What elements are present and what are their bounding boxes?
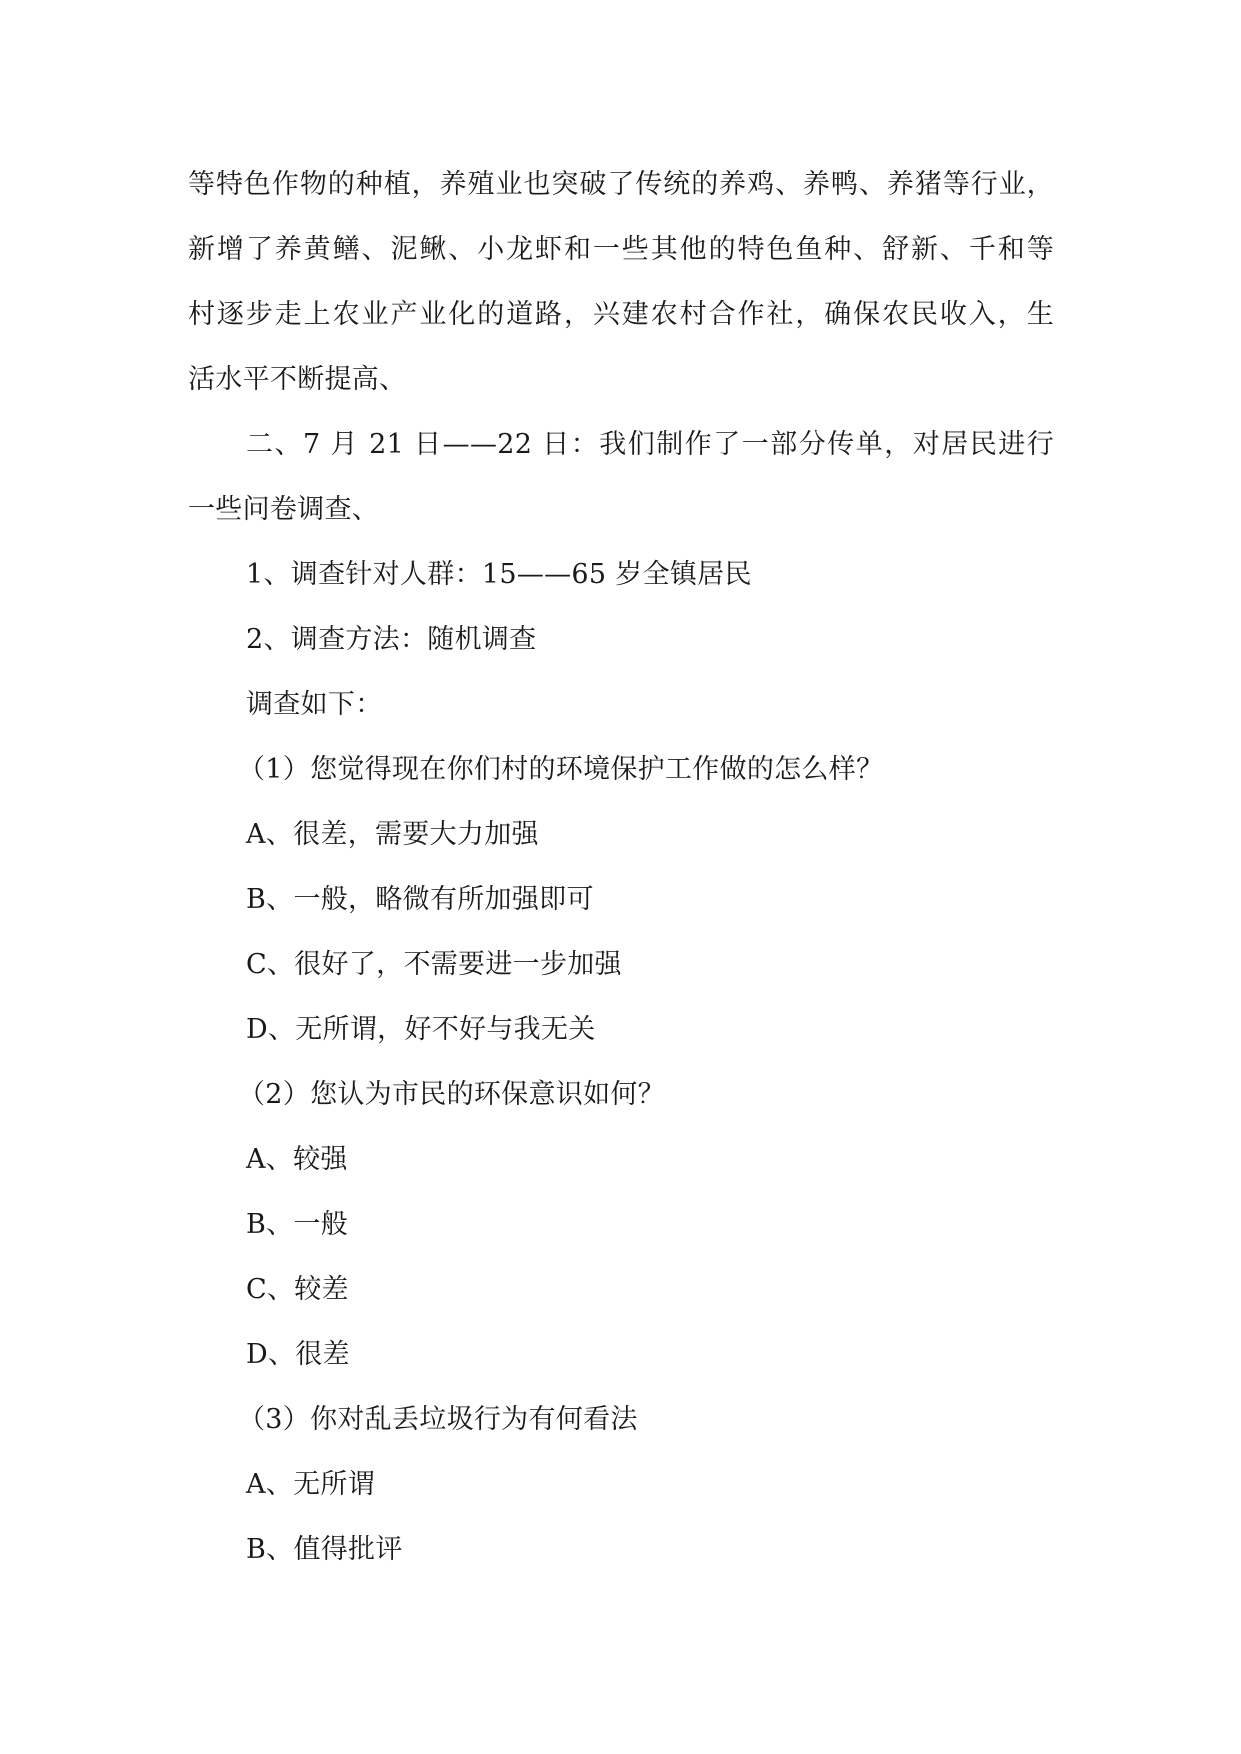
text-line: 活水平不断提高、 [188,364,407,395]
survey-target: 1、调查针对人群：15——65 岁全镇居民 [246,559,752,590]
text-line: 二、7 月 21 日——22 日：我们制作了一部分传单，对居民进行 [246,429,1054,460]
question-3 [188,1387,1054,1582]
document-body [188,152,1054,1582]
option-b: B、一般 [246,1209,349,1240]
option-b: B、值得批评 [246,1534,403,1565]
text-line: 新增了养黄鳝、泥鳅、小龙虾和一些其他的特色鱼种、舒新、千和等 [188,234,1054,265]
survey-method: 2、调查方法：随机调查 [246,624,537,655]
option-a: A、较强 [246,1144,348,1175]
option-d: D、无所谓，好不好与我无关 [246,1014,596,1045]
question-text: （1）您觉得现在你们村的环境保护工作做的怎么样？ [238,754,884,785]
survey-heading: 调查如下： [246,689,383,720]
option-c: C、很好了，不需要进一步加强 [246,949,622,980]
option-d: D、很差 [246,1339,350,1370]
paragraph-agriculture [188,152,1054,412]
text-line: 村逐步走上农业产业化的道路，兴建农村合作社，确保农民收入，生 [188,299,1054,330]
question-text: （3）你对乱丢垃圾行为有何看法 [238,1404,638,1435]
question-2 [188,1062,1054,1387]
option-b: B、一般，略微有所加强即可 [246,884,594,915]
text-line: 等特色作物的种植，养殖业也突破了传统的养鸡、养鸭、养猪等行业， [188,169,1054,200]
text-line: 一些问卷调查、 [188,494,380,525]
option-c: C、较差 [246,1274,349,1305]
question-text: （2）您认为市民的环保意识如何？ [238,1079,665,1110]
option-a: A、无所谓 [246,1469,375,1500]
question-1 [188,737,1054,1062]
option-a: A、很差，需要大力加强 [246,819,539,850]
paragraph-survey-intro [188,412,1054,542]
